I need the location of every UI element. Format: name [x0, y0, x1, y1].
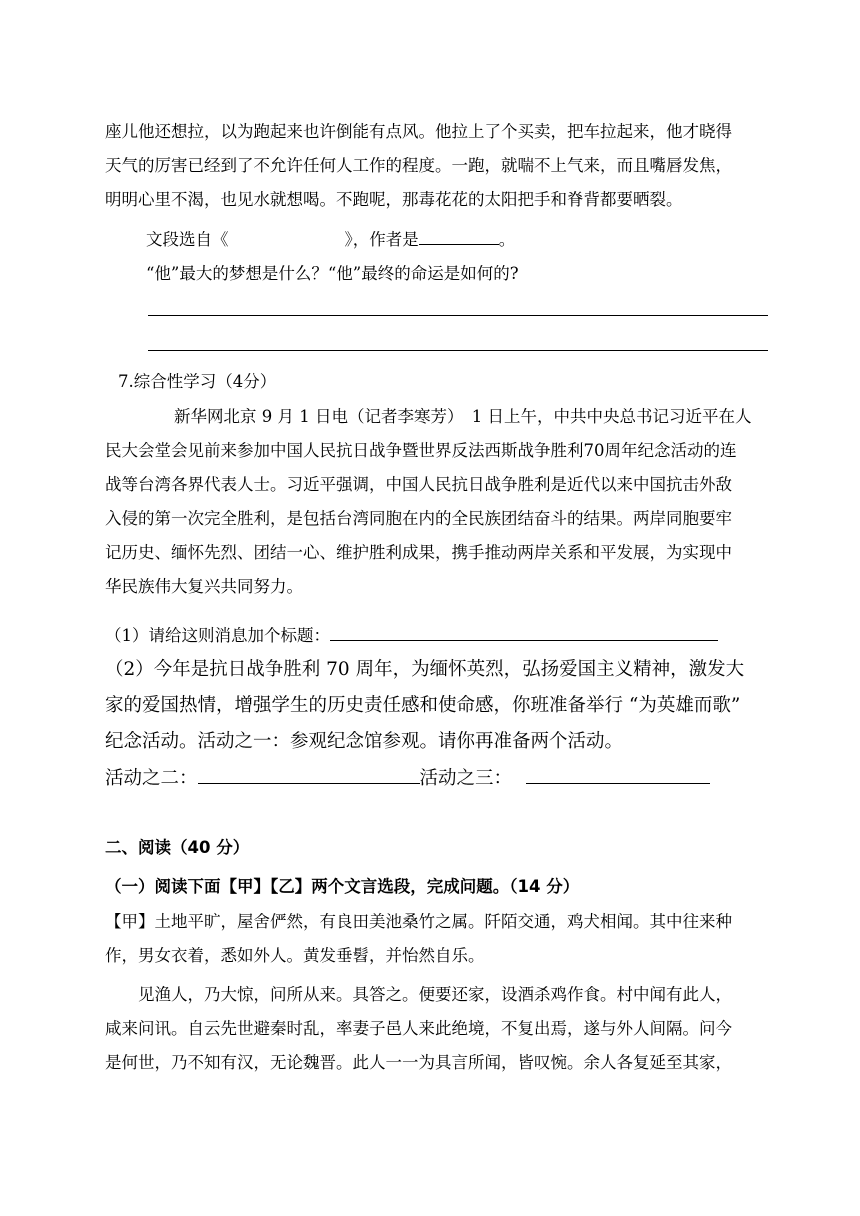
source-prefix: 文段选自《: [146, 230, 229, 249]
activity-2-label: 活动之二：: [105, 768, 198, 789]
headline-blank[interactable]: [330, 624, 718, 641]
activity-2-blank[interactable]: [198, 767, 420, 784]
jia-line-2: 作，男女衣着，悉如外人。黄发垂髫，并怡然自乐。: [105, 946, 485, 965]
subquestion-1: [105, 624, 718, 646]
question-dream: “他”最大的梦想是什么？“他”最终的命运是如何的?: [146, 264, 519, 283]
question-7-title: 7.综合性学习（4分）: [118, 372, 277, 391]
answer-line-2[interactable]: [148, 350, 768, 351]
passage-line-3: 明明心里不渴，也见水就想喝。不跑呢，那毒花花的太阳把手和脊背都要晒裂。: [105, 190, 683, 209]
jia-line-1: 【甲】土地平旷，屋舍俨然，有良田美池桑竹之属。阡陌交通，鸡犬相闻。其中往来种: [105, 912, 732, 931]
news-line-3: 战等台湾各界代表人士。习近平强调，中国人民抗日战争胜利是近代以来中国抗击外敌: [105, 475, 732, 494]
answer-line-1[interactable]: [148, 315, 768, 316]
subquestion-1-text: （1）请给这则消息加个标题：: [105, 626, 330, 645]
question-source: [146, 228, 515, 250]
news-line-4: 入侵的第一次完全胜利，是包括台湾同胞在内的全民族团结奋斗的结果。两岸同胞要牢: [105, 509, 732, 528]
activities-line: [105, 767, 710, 789]
activity-3-blank[interactable]: [526, 767, 710, 784]
section-2-title: 二、阅读（40 分）: [105, 838, 250, 857]
news-line-1: 新华网北京 9 月 1 日电（记者李寒芳） 1 日上午，中共中央总书记习近平在人: [174, 407, 752, 426]
passage-line-1: 座儿他还想拉，以为跑起来也许倒能有点风。他拉上了个买卖，把车拉起来，他才晓得: [105, 122, 732, 141]
news-line-2: 民大会堂会见前来参加中国人民抗日战争暨世界反法西斯战争胜利70周年纪念活动的连: [105, 441, 737, 460]
jia-line-4: 咸来问讯。自云先世避秦时乱，率妻子邑人来此绝境，不复出焉，遂与外人间隔。问今: [105, 1019, 732, 1038]
subquestion-2-line-1: （2）今年是抗日战争胜利 70 周年，为缅怀英烈，弘扬爱国主义精神，激发大: [105, 659, 745, 680]
author-blank[interactable]: [419, 228, 499, 245]
subquestion-2-line-2: 家的爱国热情，增强学生的历史责任感和使命感，你班准备举行 “为英雄而歌”: [105, 695, 741, 716]
passage-line-2: 天气的厉害已经到了不允许任何人工作的程度。一跑，就喘不上气来，而且嘴唇发焦，: [105, 156, 732, 175]
reading-part-1-title: （一）阅读下面【甲】【乙】两个文言选段，完成问题。（14 分）: [105, 877, 580, 896]
news-line-6: 华民族伟大复兴共同努力。: [105, 577, 303, 596]
jia-line-3: 见渔人，乃大惊，问所从来。具答之。便要还家，设酒杀鸡作食。村中闻有此人，: [138, 985, 732, 1004]
activity-3-label: 活动之三：: [419, 768, 513, 789]
subquestion-2-line-3: 纪念活动。活动之一：参观纪念馆参观。请你再准备两个活动。: [105, 731, 624, 752]
jia-line-5: 是何世，乃不知有汉，无论魏晋。此人一一为具言所闻，皆叹惋。余人各复延至其家，: [105, 1053, 732, 1072]
news-line-5: 记历史、缅怀先烈、团结一心、维护胜利成果，携手推动两岸关系和平发展，为实现中: [105, 543, 732, 562]
source-suffix: 。: [498, 230, 516, 249]
source-middle: 》，作者是: [344, 230, 419, 249]
